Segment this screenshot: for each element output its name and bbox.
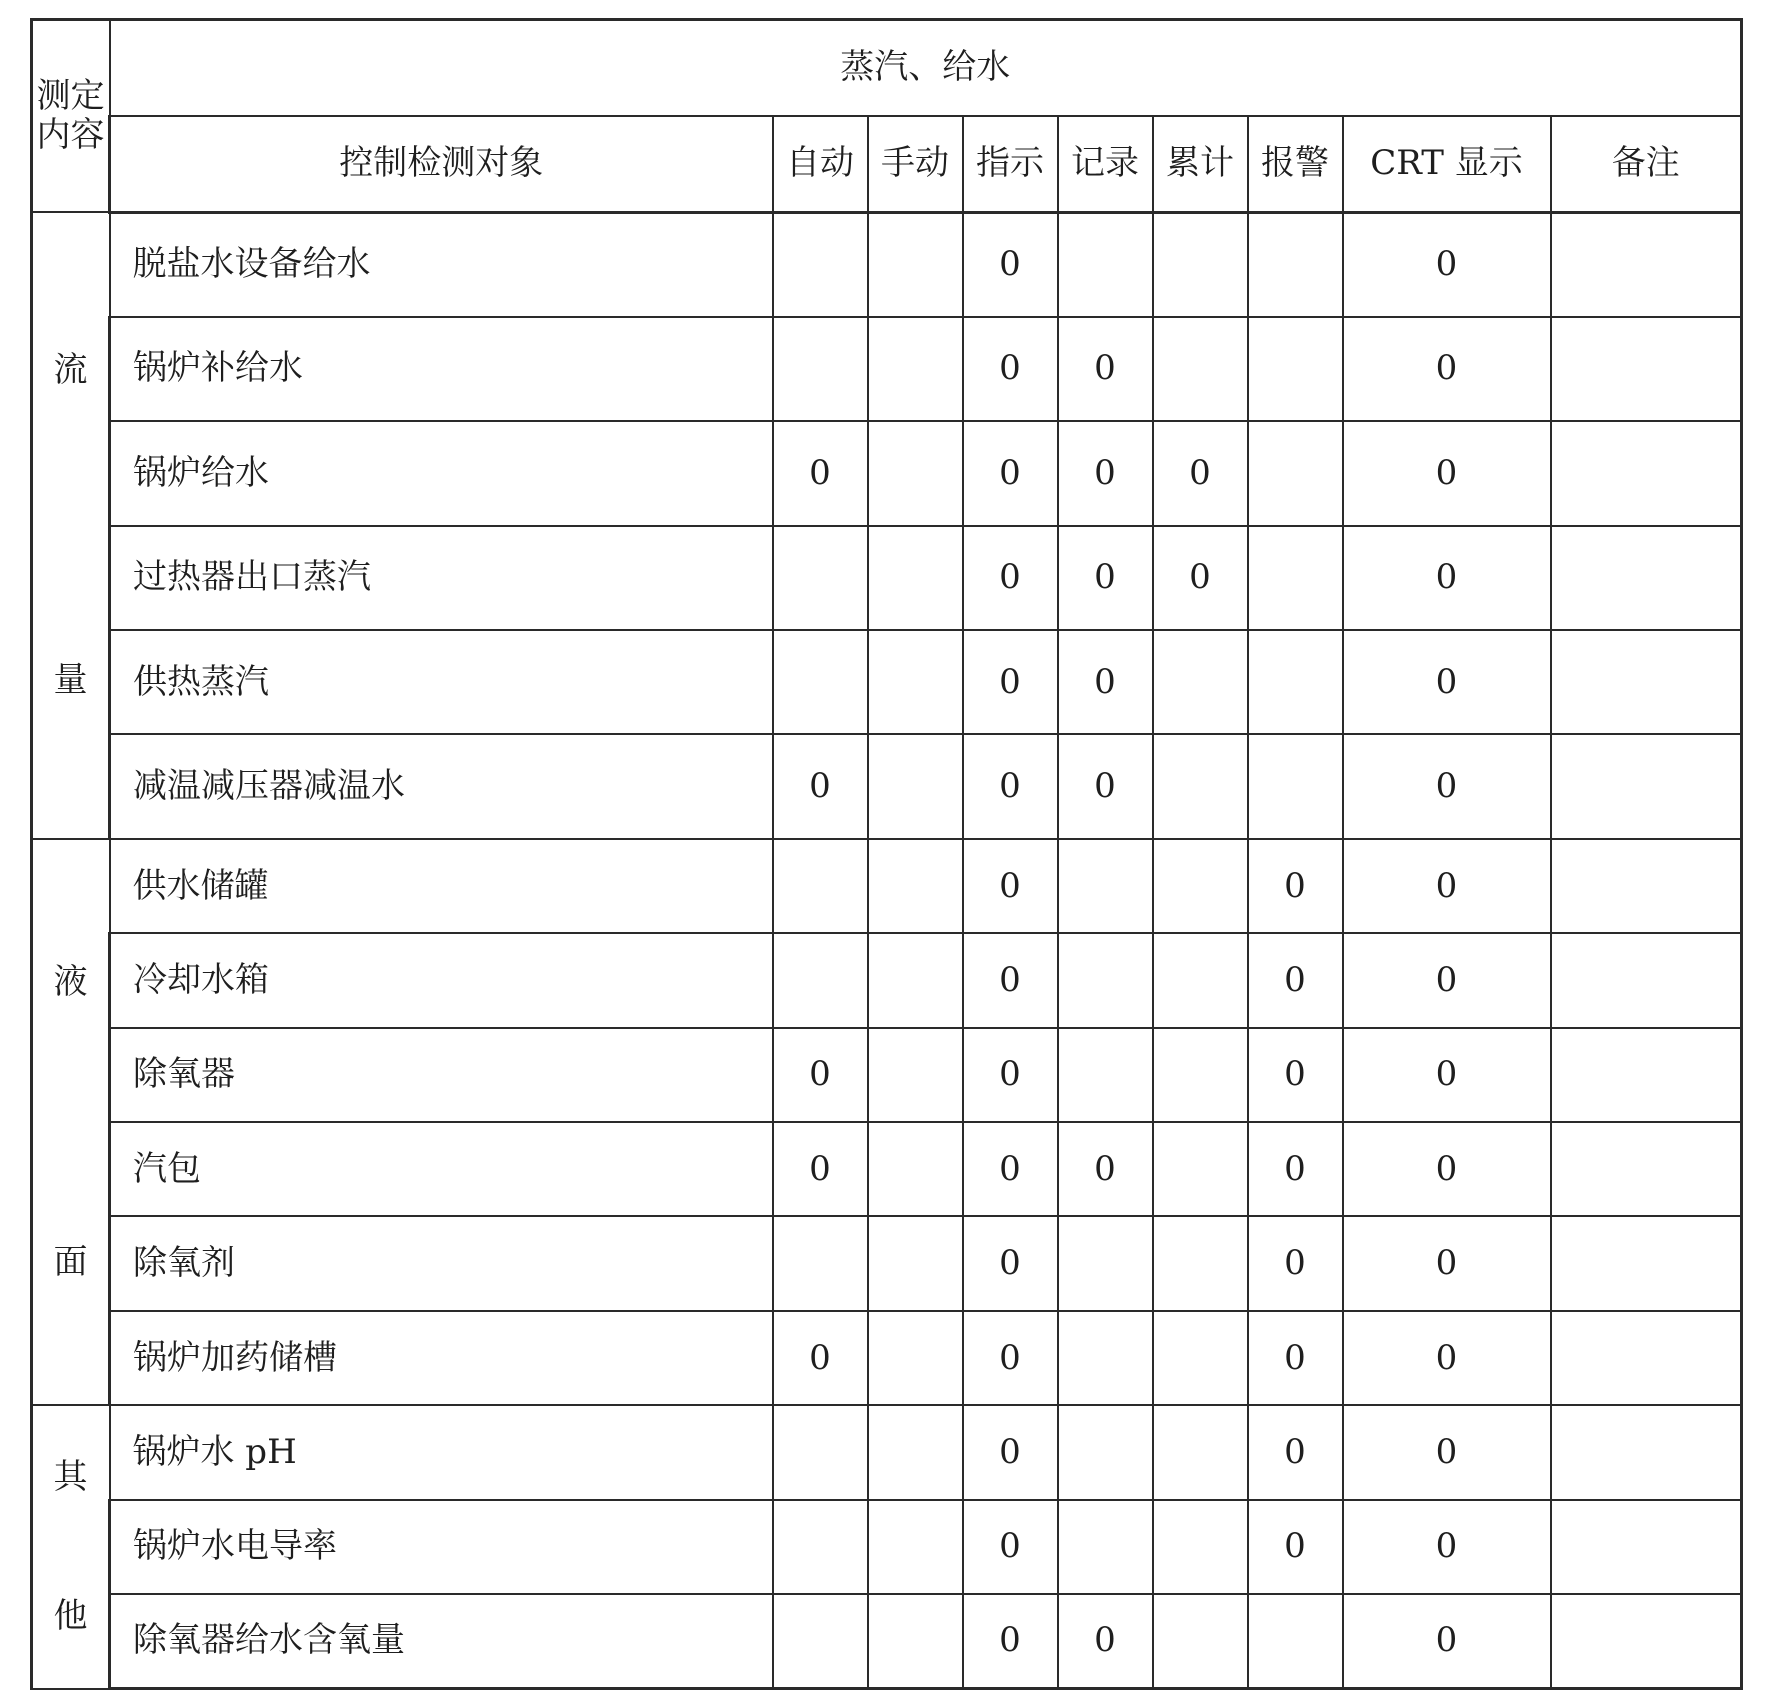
mark-cell	[1551, 421, 1742, 525]
mark-cell	[1153, 1500, 1248, 1594]
table-row	[32, 1122, 1742, 1216]
table-row	[32, 421, 1742, 525]
mark-cell	[1058, 1500, 1153, 1594]
mark-cell	[868, 1500, 963, 1594]
corner-line-1: 测定	[36, 76, 105, 117]
mark-cell: 0	[963, 1500, 1058, 1594]
mark-cell	[773, 1216, 868, 1310]
table-row	[32, 317, 1742, 421]
mark-cell	[868, 421, 963, 525]
column-header-alarm: 报警	[1248, 116, 1343, 212]
mark-cell	[1551, 1216, 1742, 1310]
mark-cell	[1153, 1405, 1248, 1499]
mark-cell	[1248, 734, 1343, 838]
table-row	[32, 1500, 1742, 1594]
object-name: 脱盐水设备给水	[110, 212, 773, 316]
mark-cell	[1248, 526, 1343, 630]
mark-cell	[1551, 1311, 1742, 1405]
mark-cell: 0	[1343, 933, 1551, 1027]
category-char: 面	[53, 1241, 88, 1282]
mark-cell: 0	[773, 1122, 868, 1216]
object-name: 锅炉加药储槽	[110, 1311, 773, 1405]
mark-cell: 0	[1343, 1028, 1551, 1122]
mark-cell: 0	[963, 421, 1058, 525]
group-header-steam-feedwater: 蒸汽、给水	[110, 20, 1742, 116]
mark-cell	[1153, 1122, 1248, 1216]
mark-cell: 0	[1343, 839, 1551, 933]
object-name: 冷却水箱	[110, 933, 773, 1027]
measurement-content-header	[32, 20, 110, 213]
mark-cell	[1153, 630, 1248, 734]
mark-cell	[1153, 317, 1248, 421]
mark-cell: 0	[1058, 1122, 1153, 1216]
category-label	[33, 1408, 108, 1686]
mark-cell: 0	[1248, 1028, 1343, 1122]
mark-cell: 0	[1343, 1311, 1551, 1405]
mark-cell: 0	[1343, 526, 1551, 630]
mark-cell	[1058, 1405, 1153, 1499]
header-row-columns	[32, 116, 1742, 212]
object-name: 过热器出口蒸汽	[110, 526, 773, 630]
mark-cell	[868, 1594, 963, 1688]
column-header-crt-display: CRT 显示	[1343, 116, 1551, 212]
mark-cell	[1551, 1122, 1742, 1216]
mark-cell	[868, 526, 963, 630]
table-row	[32, 630, 1742, 734]
mark-cell: 0	[963, 317, 1058, 421]
mark-cell	[1153, 1311, 1248, 1405]
category-cell-other	[32, 1405, 110, 1688]
category-char: 量	[53, 660, 88, 701]
table-row	[32, 839, 1742, 933]
mark-cell: 0	[1058, 1594, 1153, 1688]
mark-cell	[1551, 933, 1742, 1027]
table-row	[32, 1594, 1742, 1688]
mark-cell: 0	[1343, 630, 1551, 734]
mark-cell: 0	[773, 421, 868, 525]
category-char: 液	[53, 961, 88, 1002]
mark-cell: 0	[1248, 933, 1343, 1027]
column-header-object: 控制检测对象	[110, 116, 773, 212]
object-name: 除氧器	[110, 1028, 773, 1122]
mark-cell	[1153, 212, 1248, 316]
mark-cell: 0	[773, 734, 868, 838]
mark-cell: 0	[963, 839, 1058, 933]
mark-cell: 0	[1248, 1311, 1343, 1405]
mark-cell: 0	[963, 1028, 1058, 1122]
mark-cell: 0	[1248, 1405, 1343, 1499]
mark-cell	[868, 933, 963, 1027]
column-header-indicate: 指示	[963, 116, 1058, 212]
table-row	[32, 933, 1742, 1027]
mark-cell: 0	[1343, 1594, 1551, 1688]
mark-cell	[1551, 734, 1742, 838]
category-char: 其	[53, 1456, 88, 1497]
mark-cell	[1551, 839, 1742, 933]
corner-line-2: 内容	[36, 115, 105, 156]
table-row	[32, 212, 1742, 316]
object-name: 锅炉水 pH	[110, 1405, 773, 1499]
mark-cell	[1551, 630, 1742, 734]
mark-cell: 0	[1058, 317, 1153, 421]
mark-cell	[1551, 1405, 1742, 1499]
mark-cell: 0	[1343, 421, 1551, 525]
mark-cell: 0	[963, 526, 1058, 630]
table-row	[32, 1311, 1742, 1405]
mark-cell	[1551, 212, 1742, 316]
mark-cell: 0	[963, 734, 1058, 838]
object-name: 减温减压器减温水	[110, 734, 773, 838]
object-name: 锅炉给水	[110, 421, 773, 525]
mark-cell	[868, 317, 963, 421]
table-row	[32, 1028, 1742, 1122]
column-header-accumulate: 累计	[1153, 116, 1248, 212]
category-char: 流	[53, 350, 88, 391]
mark-cell	[868, 1216, 963, 1310]
object-name: 供水储罐	[110, 839, 773, 933]
mark-cell	[1058, 1311, 1153, 1405]
mark-cell	[1153, 839, 1248, 933]
mark-cell	[1248, 317, 1343, 421]
mark-cell	[1551, 526, 1742, 630]
mark-cell	[1058, 933, 1153, 1027]
object-name: 供热蒸汽	[110, 630, 773, 734]
mark-cell: 0	[1058, 526, 1153, 630]
category-label	[33, 216, 108, 836]
category-cell-level	[32, 839, 110, 1405]
mark-cell	[773, 839, 868, 933]
column-header-manual: 手动	[868, 116, 963, 212]
mark-cell: 0	[1248, 1122, 1343, 1216]
object-name: 锅炉水电导率	[110, 1500, 773, 1594]
table-row	[32, 526, 1742, 630]
mark-cell	[1248, 1594, 1343, 1688]
mark-cell: 0	[773, 1028, 868, 1122]
mark-cell: 0	[1153, 421, 1248, 525]
object-name: 除氧器给水含氧量	[110, 1594, 773, 1688]
mark-cell	[1153, 933, 1248, 1027]
mark-cell: 0	[963, 1405, 1058, 1499]
mark-cell	[1153, 1216, 1248, 1310]
mark-cell: 0	[773, 1311, 868, 1405]
mark-cell	[1058, 839, 1153, 933]
mark-cell: 0	[963, 933, 1058, 1027]
category-label	[33, 842, 108, 1402]
column-header-remarks: 备注	[1551, 116, 1742, 212]
mark-cell: 0	[963, 1594, 1058, 1688]
mark-cell	[773, 212, 868, 316]
mark-cell	[773, 1405, 868, 1499]
mark-cell	[773, 1594, 868, 1688]
mark-cell	[773, 526, 868, 630]
mark-cell	[868, 1405, 963, 1499]
mark-cell: 0	[1343, 317, 1551, 421]
mark-cell: 0	[1058, 630, 1153, 734]
mark-cell: 0	[1248, 1216, 1343, 1310]
mark-cell: 0	[1153, 526, 1248, 630]
mark-cell: 0	[1343, 1500, 1551, 1594]
mark-cell: 0	[1058, 421, 1153, 525]
mark-cell: 0	[963, 1122, 1058, 1216]
mark-cell	[773, 630, 868, 734]
mark-cell	[868, 734, 963, 838]
mark-cell: 0	[1343, 734, 1551, 838]
category-char: 他	[53, 1595, 88, 1636]
column-header-record: 记录	[1058, 116, 1153, 212]
mark-cell	[1551, 1594, 1742, 1688]
mark-cell	[1153, 734, 1248, 838]
mark-cell	[1058, 212, 1153, 316]
mark-cell	[1551, 317, 1742, 421]
mark-cell	[1551, 1028, 1742, 1122]
mark-cell	[868, 1311, 963, 1405]
mark-cell	[1058, 1216, 1153, 1310]
object-name: 锅炉补给水	[110, 317, 773, 421]
mark-cell	[868, 1122, 963, 1216]
mark-cell: 0	[1343, 212, 1551, 316]
mark-cell	[868, 1028, 963, 1122]
header-row-group	[32, 20, 1742, 116]
mark-cell	[773, 1500, 868, 1594]
object-name: 除氧剂	[110, 1216, 773, 1310]
mark-cell: 0	[1343, 1405, 1551, 1499]
mark-cell: 0	[1248, 839, 1343, 933]
mark-cell	[1153, 1028, 1248, 1122]
mark-cell: 0	[963, 212, 1058, 316]
mark-cell: 0	[963, 1311, 1058, 1405]
mark-cell	[1248, 630, 1343, 734]
mark-cell	[773, 933, 868, 1027]
control-detection-table	[30, 18, 1743, 1690]
table-row	[32, 734, 1742, 838]
mark-cell: 0	[963, 630, 1058, 734]
mark-cell	[1551, 1500, 1742, 1594]
table-row	[32, 1216, 1742, 1310]
mark-cell: 0	[963, 1216, 1058, 1310]
mark-cell	[773, 317, 868, 421]
mark-cell: 0	[1058, 734, 1153, 838]
mark-cell	[868, 212, 963, 316]
table-row	[32, 1405, 1742, 1499]
category-cell-flow	[32, 212, 110, 839]
column-header-auto: 自动	[773, 116, 868, 212]
mark-cell: 0	[1343, 1216, 1551, 1310]
mark-cell	[1248, 212, 1343, 316]
object-name: 汽包	[110, 1122, 773, 1216]
mark-cell: 0	[1343, 1122, 1551, 1216]
mark-cell	[1248, 421, 1343, 525]
mark-cell: 0	[1248, 1500, 1343, 1594]
mark-cell	[1058, 1028, 1153, 1122]
mark-cell	[1153, 1594, 1248, 1688]
mark-cell	[868, 839, 963, 933]
mark-cell	[868, 630, 963, 734]
